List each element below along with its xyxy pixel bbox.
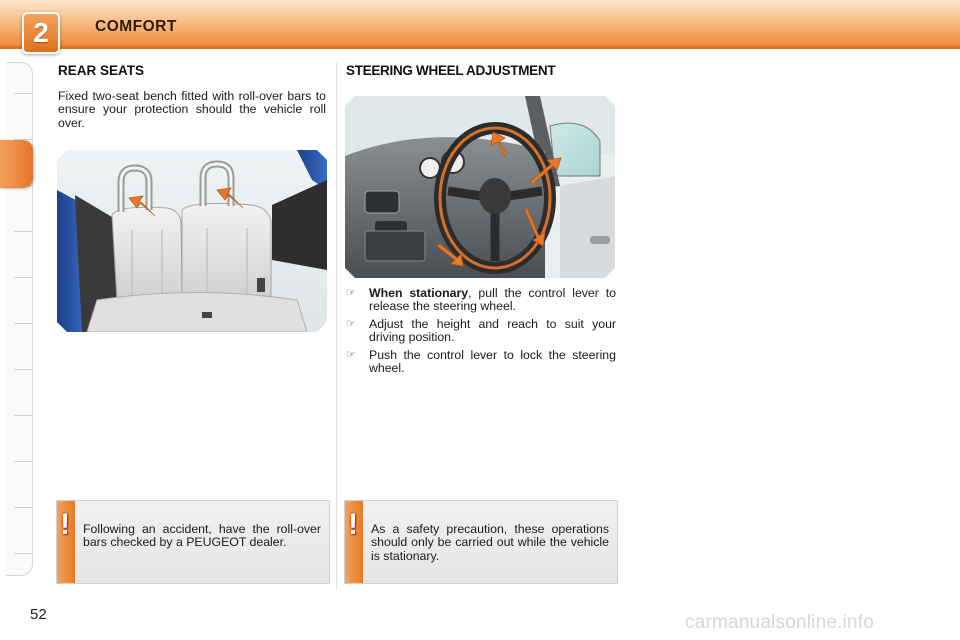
tab-divider <box>14 461 32 462</box>
warning-text: Following an accident, have the roll-over bars checked by a PEUGEOT dealer. <box>83 522 321 550</box>
tab-divider <box>14 369 32 370</box>
list-item <box>346 349 616 376</box>
tab-divider <box>14 507 32 508</box>
exclamation-icon: ! <box>348 508 358 541</box>
list-item <box>346 287 616 314</box>
tab-divider <box>14 415 32 416</box>
rear-seats-text: Fixed two-seat bench fitted with roll-over bars to ensure your protection should the vehicle roll over. <box>58 89 326 130</box>
step-bold-label: When stationary <box>369 286 469 300</box>
steering-steps-list <box>346 287 616 379</box>
step-text: , pull the control lever to release the steering wheel. <box>369 286 616 314</box>
step-text: Adjust the height and reach to suit your driving position. <box>369 316 616 345</box>
header-underline <box>0 46 960 49</box>
pointing-hand-icon: ☞ <box>346 348 356 361</box>
tab-divider <box>14 93 32 94</box>
active-chapter-tab[interactable] <box>0 140 33 188</box>
list-item <box>346 318 616 345</box>
rear-seats-heading: REAR SEATS <box>58 63 145 78</box>
tab-divider <box>14 323 32 324</box>
step-text: Push the control lever to lock the steering wheel. <box>369 347 616 376</box>
rear-seats-illustration <box>57 150 327 332</box>
page-number: 52 <box>30 606 47 623</box>
tab-divider <box>14 231 32 232</box>
tab-divider <box>14 277 32 278</box>
column-divider <box>336 62 337 590</box>
pointing-hand-icon: ☞ <box>346 287 356 299</box>
chapter-title: COMFORT <box>95 18 177 35</box>
exclamation-icon: ! <box>60 508 70 541</box>
warning-box-rear-seats <box>56 500 330 584</box>
chapter-badge: 2 <box>22 12 60 54</box>
warning-text: As a safety precaution, these operations should only be carried out while the vehicle is stationary. <box>371 522 609 563</box>
watermark: carmanualsonline.info <box>685 612 875 633</box>
tab-divider <box>14 553 32 554</box>
warning-box-steering <box>344 500 618 584</box>
steering-heading: STEERING WHEEL ADJUSTMENT <box>346 63 556 78</box>
pointing-hand-icon: ☞ <box>346 317 356 330</box>
steering-wheel-illustration <box>345 96 615 278</box>
